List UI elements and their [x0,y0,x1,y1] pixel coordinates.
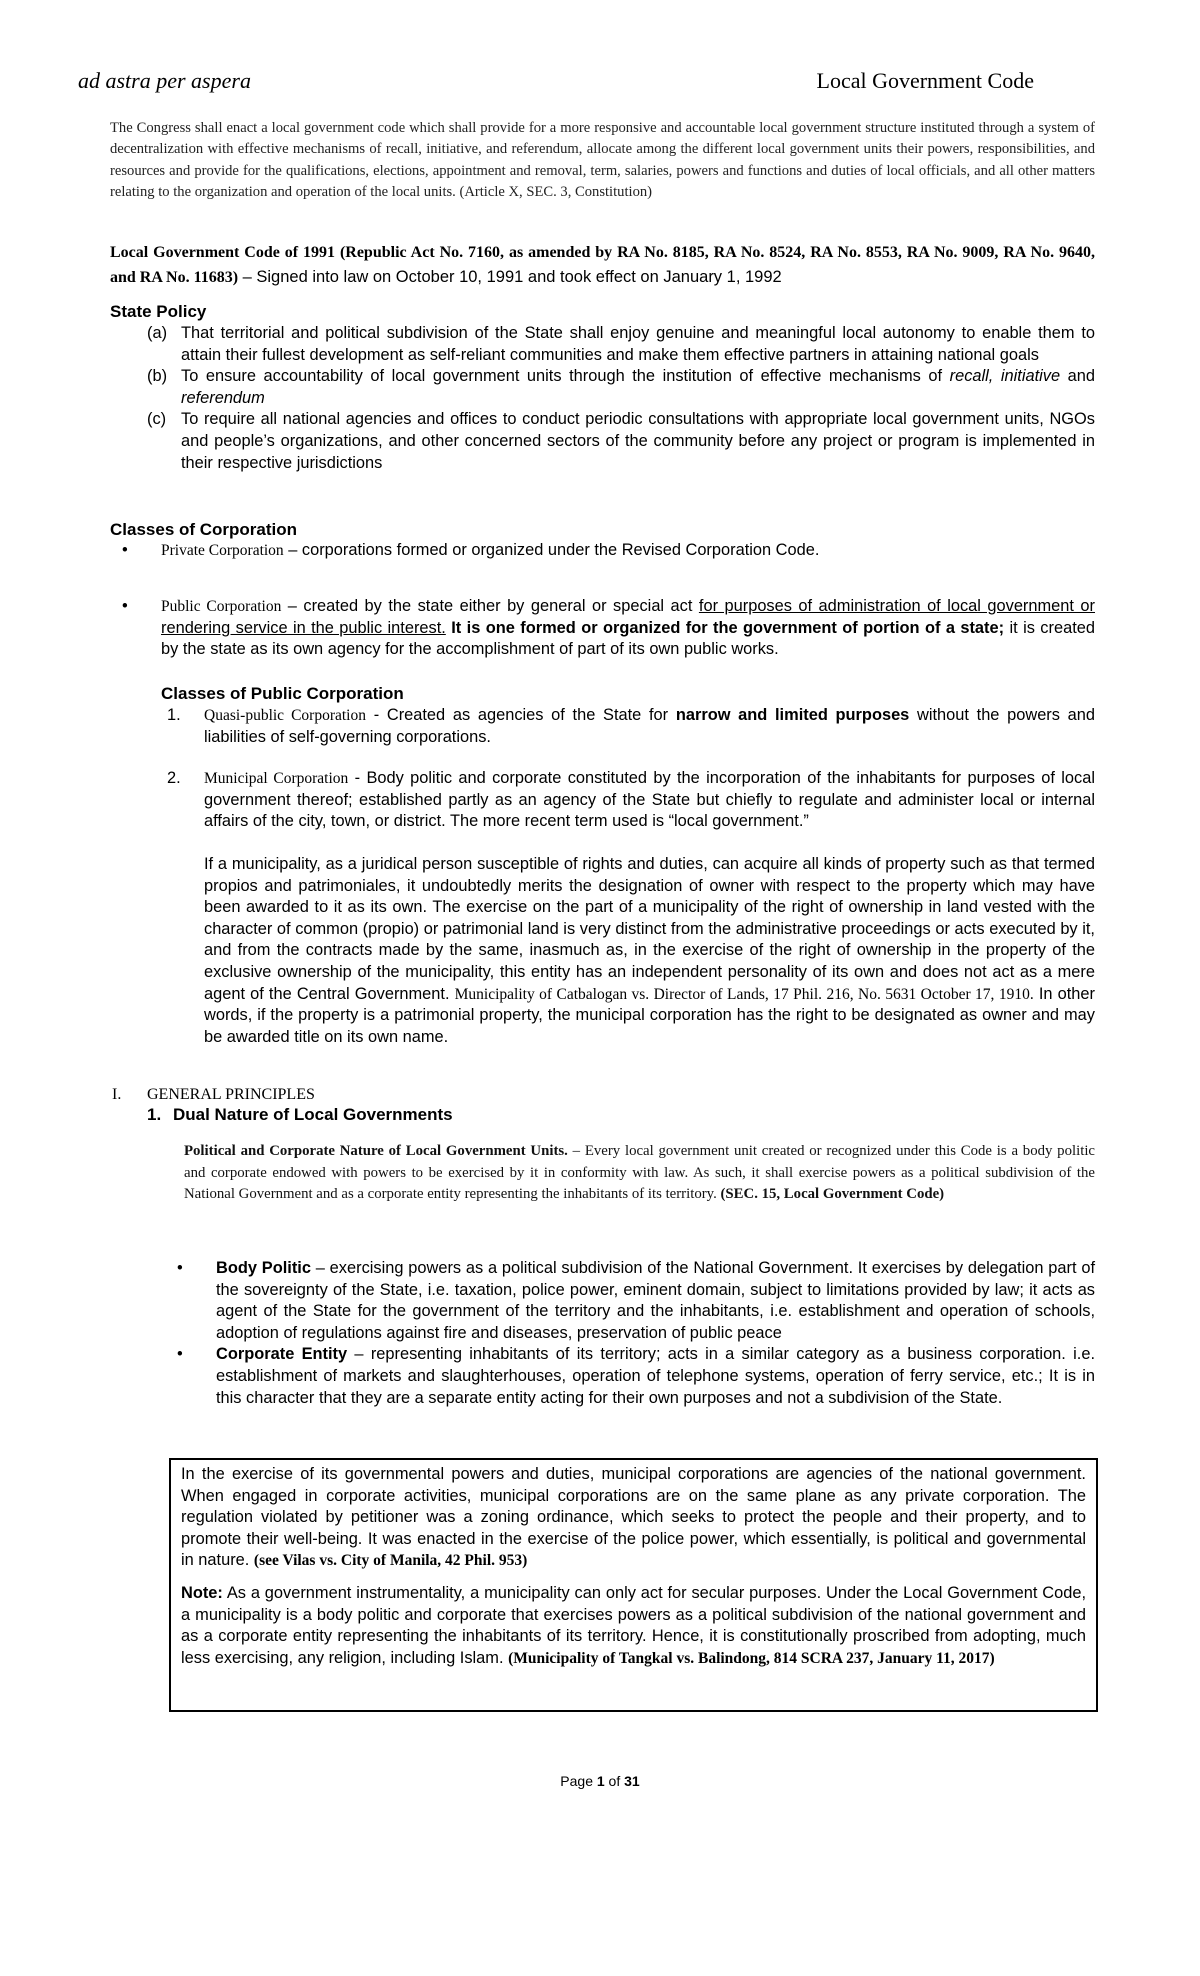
underlined-text: for purposes of administration of local government or rendering service in the public interest. [161,597,1095,637]
paragraph-text: As a government instrumentality, a municipality can only act for secular purposes. Under the Local Government Code, a municipality is a body politic and corporate that exercises powers as a political subdivision of the national government and as a corporate entity representing the inhabitants of its territory. Hence, it is constitutionally proscribed from adopting, much less exercising, any religion, including Islam. [181,1583,1086,1667]
definition: - Created as agencies of the State for [366,706,676,724]
classes-section [110,520,1095,562]
corporate-entity-item [177,1344,1095,1409]
term: Corporate Entity [216,1345,348,1364]
term: Public Corporation [161,598,282,615]
dual-nature-list [177,1258,1095,1409]
item-text: To require all national agencies and offices to conduct periodic consultations with appropriate local government units, NGOs and people’s organizations, and other concerned sectors of the community before any project or program is implemented in their respective jurisdictions [181,410,1095,472]
state-policy-heading: State Policy [110,302,207,321]
vilas-paragraph [181,1464,1086,1572]
total-pages: 31 [624,1773,640,1789]
item-text [216,1344,1095,1409]
item-text-part: and [1060,367,1096,386]
paragraph-text: In the exercise of its governmental powers and duties, municipal corporations are agencies of the national government. When engaged in corporate activities, municipal corporations are on the same plane as any private corporation. The regulation violated by petitioner was a zoning ordinance, which seeks to protect the people and their property, and to promote their well-being. It was enacted in the exercise of the police power, which essentially, is political and governmental in nature. [181,1465,1086,1570]
constitution-intro: The Congress shall enact a local government code which shall provide for a more responsive and accountable local government structure instituted through a system of decentralization with effective mechanisms of recall, initiative, and referendum, allocate among the different local government units their powers, responsibilities, and resources and provide for the qualifications, elections, appointment and removal, term, salaries, powers and functions and duties of local officials, and all other matters relating to the organization and operation of the local units. (Article X, SEC. 3, Constitution) [110,120,1095,201]
case-citation: (Municipality of Tangkal vs. Balindong, 814 SCRA 237, January 11, 2017) [508,1649,995,1667]
item-text [216,1258,1095,1344]
bullet-icon: • [122,541,128,559]
state-policy-item-c [110,409,1095,474]
item-text [181,366,1095,409]
term: Private Corporation [161,542,284,559]
lgc-citation [110,240,1095,290]
page-label: Page [560,1773,597,1789]
case-note-box [169,1458,1098,1712]
section-heading [110,1084,1095,1105]
quote-text: – Every local government unit created or recognized under this Code is a body politic and corporate endowed with powers to be exercised by it in conformity with law. As such, it shall exercise powers as a political subdivision of the National Government and as a corporate entity representing the inhabitants of its territory. [184,1143,1095,1203]
quote-citation: (SEC. 15, Local Government Code) [716,1186,945,1203]
paragraph-text: If a municipality, as a juridical person susceptible of rights and duties, can acquire all kinds of property such as that termed propios and patrimoniales, it undoubtedly merits the designation of owner with respect to the property which may have been awarded to it as its own. The exercise on the part of a municipality of the right of ownership in land vested with the character of common (propio) or patrimonial land is very distinct from the administrative proceedings or acts executed by it, and from the contracts made by the same, inasmuch as, in the exercise of the right of ownership in the property of the exclusive ownership of the municipality, this entity has an independent personality of its own and does not act as a mere agent of the Central Government. [204,854,1095,1003]
page-of: of [604,1773,625,1789]
classes-heading: Classes of Corporation [110,520,298,539]
item-text [161,540,1095,562]
paragraph-tail: In other words, if the property is a patrimonial property, the municipal corporation has the right to be designated as owner and may be awarded title on its own name. [204,984,1095,1046]
note-label: Note: [181,1583,223,1602]
section-numeral: I. [112,1086,122,1103]
quasi-public-item [161,705,1095,748]
item-text-part: To ensure accountability of local government units through the institution of effective mechanisms of [181,367,950,386]
item-text [204,705,1095,748]
private-corporation-item [110,540,1095,562]
state-policy-section [110,302,1095,474]
item-marker: 1. [167,706,181,724]
case-citation: (see Vilas vs. City of Manila, 42 Phil. 953) [253,1552,528,1570]
public-corporation-section [110,596,1095,661]
definition: – representing inhabitants of its territory; acts in a similar category as a business corporation. i.e. establishment of markets and slaughterhouses, operation of telephone systems, operation of ferry service, etc.; It is in this character that they are a separate entity acting for their own purposes and not a subdivision of the State. [216,1345,1095,1407]
public-classes-heading: Classes of Public Corporation [161,684,404,703]
item-text [161,596,1095,661]
definition-tail: without the powers and liabilities of self-governing corporations. [204,706,1096,746]
public-classes-section [161,684,1095,1048]
municipal-ownership-paragraph [204,854,1095,1048]
state-policy-item-a [110,323,1095,366]
sub-heading-title: Dual Nature of Local Governments [173,1105,453,1124]
definition-tail: it is created by the state as its own agency for the accomplishment of part of its own public works. [161,618,1095,659]
section-title: GENERAL PRINCIPLES [147,1086,315,1103]
item-text: That territorial and political subdivision of the State shall enjoy genuine and meaningful local autonomy to enable them to attain their fullest development as self-reliant communities and make them effective partners in attaining national goals [181,324,1095,364]
definition: – created by the state either by general or special act [281,597,699,615]
item-marker: (b) [147,367,168,386]
bullet-icon: • [177,1259,183,1277]
item-marker: 2. [167,769,181,788]
bullet-icon: • [122,597,128,615]
public-corporation-item [110,596,1095,661]
sub-heading-marker: 1. [147,1105,162,1124]
item-marker: (a) [147,324,168,342]
page-number [0,1773,1200,1789]
sub-heading [110,1105,1095,1125]
bold-text: It is one formed or organized for the government of portion of a state; [445,618,1005,637]
lgc-title: Local Government Code of 1991 (Republic Act No. 7160, as amended by RA No. 8185, RA No. 8524, RA No. 8553, RA No. 9009, RA No. 9640, and RA No. 11683) [110,244,1095,286]
lgc-effectivity: – Signed into law on October 10, 1991 and took effect on January 1, 1992 [238,268,782,286]
quote-title: Political and Corporate Nature of Local Government Units. [184,1143,568,1159]
header-title: Local Government Code [816,68,1034,93]
general-principles-section [110,1084,1095,1206]
item-text-italic: recall, initiative [949,367,1061,386]
current-page: 1 [596,1773,605,1789]
municipal-corporation-item [161,768,1095,833]
case-citation: Municipality of Catbalogan vs. Director of Lands, 17 Phil. 216, No. 5631 October 17, 1910. [454,985,1034,1003]
bold-text: narrow and limited purposes [675,706,910,724]
definition: – corporations formed or organized under the Revised Corporation Code. [283,541,820,559]
definition: – exercising powers as a political subdivision of the National Government. It exercises by delegation part of the sovereignty of the State, i.e. taxation, police power, eminent domain, subject to limitations provided by law; it acts as agent of the State for the government of the territory and the inhabitants, i.e. establishment and operation of schools, adoption of regulations against fire and diseases, preservation of public peace [216,1259,1095,1342]
bullet-icon: • [177,1345,183,1364]
term: Municipal Corporation [204,770,349,788]
body-politic-item [177,1258,1095,1344]
tangkal-paragraph [181,1583,1086,1669]
term: Quasi-public Corporation [204,707,366,724]
header-motto: ad astra per aspera [78,68,251,93]
item-text [204,768,1095,833]
term: Body Politic [216,1259,311,1277]
item-text-italic: referendum [181,388,265,407]
item-marker: (c) [147,410,167,429]
definition: - Body politic and corporate constituted by the incorporation of the inhabitants for purposes of local government thereof; established partly as an agency of the State but chiefly to regulate and administer local or internal affairs of the city, town, or district. The more recent term used is “local government.” [204,769,1095,831]
sec15-quote [184,1141,1095,1206]
state-policy-item-b [110,366,1095,409]
